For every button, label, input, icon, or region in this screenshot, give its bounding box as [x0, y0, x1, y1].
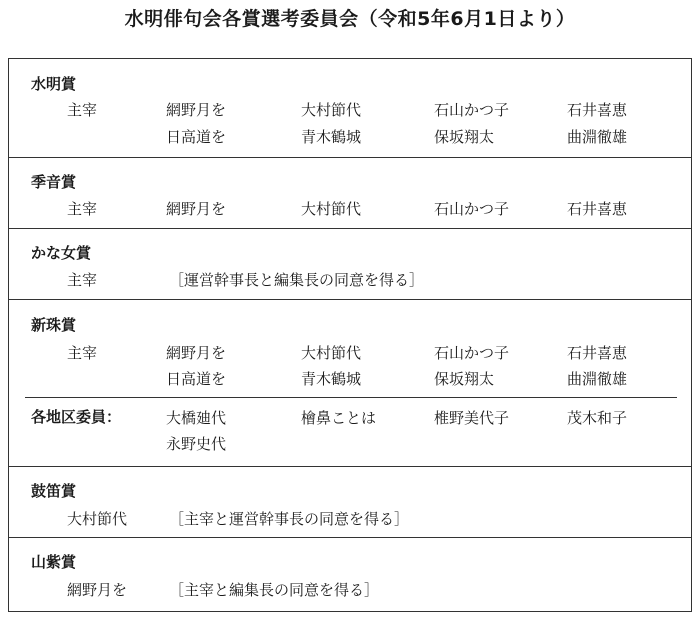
page-title: 水明俳句会各賞選考委員会（令和5年6月1日より）	[124, 8, 576, 30]
regional-member-name: 茂木和子	[567, 409, 628, 427]
approval-note: ［主宰と編集長の同意を得る］	[169, 581, 380, 599]
member-name: 大村節代	[301, 344, 362, 362]
member-name: 石山かつ子	[434, 200, 510, 218]
section-sanshi	[9, 538, 691, 610]
member-name: 網野月を	[166, 101, 227, 119]
member-name: 保坂翔太	[434, 128, 495, 146]
role-label: 主宰	[67, 344, 98, 362]
section-tsuzumibue	[9, 467, 691, 537]
member-name: 日高道を	[166, 370, 227, 388]
regional-member-name: 永野史代	[166, 435, 227, 453]
member-name: 保坂翔太	[434, 370, 495, 388]
member-name: 石井喜恵	[567, 200, 628, 218]
member-name: 青木鶴城	[301, 370, 362, 388]
member-name: 石山かつ子	[434, 101, 510, 119]
member-name: 石井喜恵	[567, 344, 628, 362]
approval-note: ［主宰と運営幹事長の同意を得る］	[169, 510, 410, 528]
member-name: 青木鶴城	[301, 128, 362, 146]
role-label: 主宰	[67, 101, 98, 119]
committee-table	[8, 58, 692, 612]
section-suimei	[9, 59, 691, 157]
member-name: 網野月を	[166, 344, 227, 362]
role-label: 主宰	[67, 200, 98, 218]
member-name: 大村節代	[301, 101, 362, 119]
member-name: 網野月を	[67, 581, 128, 599]
member-name: 大村節代	[67, 510, 128, 528]
section-heading: 季音賞	[31, 173, 77, 191]
role-label: 主宰	[67, 271, 98, 289]
section-heading: 鼓笛賞	[31, 482, 77, 500]
section-heading: 水明賞	[31, 75, 77, 93]
regional-member-name: 檜鼻ことは	[301, 409, 377, 427]
member-name: 日高道を	[166, 128, 227, 146]
section-shinju	[9, 300, 691, 466]
subsection-divider	[25, 397, 677, 398]
regional-member-name: 椎野美代子	[434, 409, 510, 427]
regional-member-name: 大橋廸代	[166, 409, 227, 427]
approval-note: ［運営幹事長と編集長の同意を得る］	[169, 271, 425, 289]
member-name: 大村節代	[301, 200, 362, 218]
member-name: 曲淵徹雄	[567, 128, 628, 146]
member-name: 石山かつ子	[434, 344, 510, 362]
member-name: 石井喜恵	[567, 101, 628, 119]
member-name: 網野月を	[166, 200, 227, 218]
section-kion	[9, 158, 691, 228]
section-heading: 山紫賞	[31, 553, 77, 571]
section-heading: かな女賞	[31, 244, 92, 262]
regional-members-label: 各地区委員：	[31, 408, 122, 426]
member-name: 曲淵徹雄	[567, 370, 628, 388]
section-kanajo	[9, 229, 691, 299]
section-heading: 新珠賞	[31, 316, 77, 334]
